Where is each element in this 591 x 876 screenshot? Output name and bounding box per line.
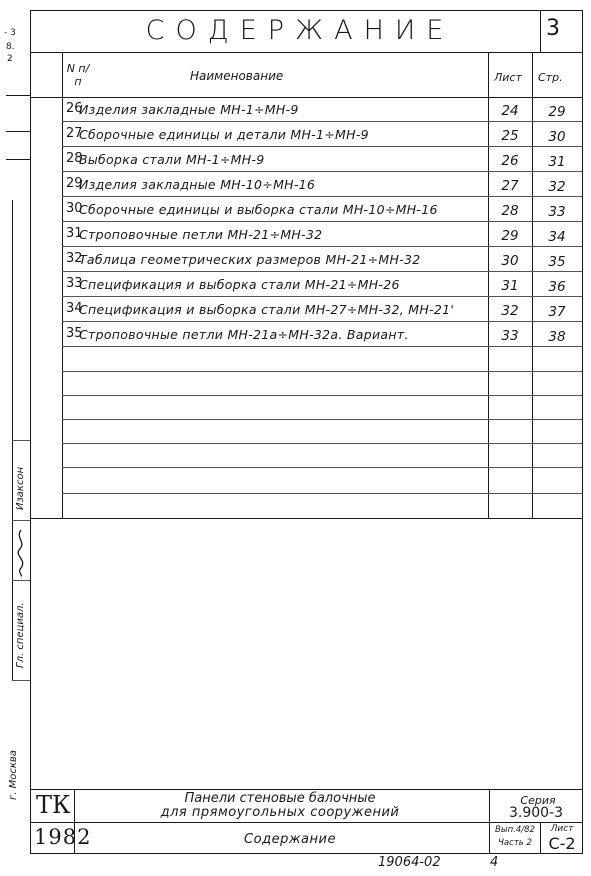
row-no: 28 — [66, 151, 83, 166]
col-header-name: Наименование — [190, 69, 284, 83]
binding-tick — [6, 159, 30, 160]
row-no: 34 — [66, 301, 83, 316]
stamp-part: Часть 2 — [498, 838, 532, 848]
stamp-sheet-value: С-2 — [548, 834, 576, 853]
row-line — [62, 395, 582, 396]
header-bottom-line — [30, 97, 583, 98]
row-sheet: 33 — [501, 328, 519, 344]
frame-left-border — [30, 10, 31, 853]
row-line — [62, 493, 582, 494]
row-sheet: 30 — [501, 253, 519, 269]
stamp-section: Содержание — [244, 832, 336, 847]
row-name: Спецификация и выборка стали МН-27÷МН-32, МН-21' — [79, 302, 455, 317]
row-page: 34 — [548, 229, 566, 245]
row-sheet: 24 — [501, 103, 519, 119]
row-page: 31 — [548, 154, 566, 170]
row-sheet: 32 — [501, 303, 519, 319]
col-header-sheet: Лист — [494, 71, 522, 84]
footer-inventory: 19064-02 — [378, 855, 441, 870]
row-line — [62, 467, 582, 468]
row-sheet: 29 — [501, 228, 519, 244]
stamp-series-label: Серия — [520, 794, 556, 807]
stamp-sheet-label: Лист — [550, 824, 574, 834]
stamp-top-line — [30, 789, 583, 790]
binding-cell-line — [12, 440, 30, 441]
row-sheet: 27 — [501, 178, 519, 194]
row-name: Изделия закладные МН-10÷МН-16 — [79, 177, 316, 192]
row-line — [62, 419, 582, 420]
row-page: 33 — [548, 204, 566, 220]
row-page: 36 — [548, 279, 566, 295]
stamp-org: ТК — [36, 791, 71, 819]
row-line — [62, 121, 582, 122]
row-page: 30 — [548, 129, 566, 145]
stamp-description-line1: Панели стеновые балочные — [184, 791, 376, 806]
binding-tick — [6, 95, 30, 96]
stamp-series-value: 3.900-3 — [508, 805, 564, 821]
signature-isaikson: Изаксон — [15, 466, 26, 510]
page-number: 3 — [546, 16, 560, 41]
row-sheet: 31 — [501, 278, 519, 294]
row-name: Выборка стали МН-1÷МН-9 — [79, 152, 265, 167]
row-line — [62, 196, 582, 197]
table-bottom-line — [30, 518, 583, 519]
stamp-mid-line — [30, 822, 583, 823]
row-page: 32 — [548, 179, 566, 195]
city-label: г. Москва — [8, 750, 19, 800]
row-line — [62, 221, 582, 222]
row-line — [62, 146, 582, 147]
signature-gl-spec: Гл. специал. — [15, 602, 26, 668]
stamp-sheet-divider — [540, 822, 541, 853]
row-name: Изделия закладные МН-1÷МН-9 — [79, 102, 299, 117]
footer-page: 4 — [490, 855, 499, 870]
row-line — [62, 246, 582, 247]
stamp-description-line2: для прямоугольных сооружений — [160, 805, 400, 820]
binding-cell-line — [12, 680, 30, 681]
col-header-no: N п/п — [66, 62, 90, 88]
signature-scribble-icon — [13, 528, 29, 578]
frame-top-border — [30, 10, 583, 11]
row-name: Строповочные петли МН-21а÷МН-32а. Вариант. — [79, 327, 409, 342]
corner-mark-top: - 3 — [4, 28, 16, 38]
col-header-page: Стр. — [538, 71, 563, 84]
row-no: 26 — [66, 101, 83, 116]
row-page: 35 — [548, 254, 566, 270]
row-name: Спецификация и выборка стали МН-21÷МН-26 — [79, 277, 400, 292]
row-page: 29 — [548, 104, 566, 120]
row-sheet: 25 — [501, 128, 519, 144]
row-line — [62, 296, 582, 297]
row-line — [62, 171, 582, 172]
row-name: Сборочные единицы и выборка стали МН-10÷МН-16 — [79, 202, 438, 217]
corner-mark-num: 2 — [7, 54, 13, 64]
row-name: Сборочные единицы и детали МН-1÷МН-9 — [79, 127, 369, 142]
page-title: СОДЕРЖАНИЕ — [145, 15, 455, 46]
row-line — [62, 346, 582, 347]
binding-cell-line — [12, 520, 30, 521]
frame-bottom-border — [30, 853, 583, 854]
row-line — [62, 371, 582, 372]
binding-tick — [6, 131, 30, 132]
row-no: 35 — [66, 326, 83, 341]
row-line — [62, 443, 582, 444]
row-no: 33 — [66, 276, 83, 291]
corner-mark-mid: 8. — [6, 42, 15, 52]
row-name: Таблица геометрических размеров МН-21÷МН-32 — [79, 252, 421, 267]
row-no: 30 — [66, 201, 83, 216]
binding-cell-line — [12, 580, 30, 581]
row-no: 31 — [66, 226, 83, 241]
row-no: 29 — [66, 176, 83, 191]
row-no: 27 — [66, 126, 83, 141]
page-box-divider — [540, 10, 541, 52]
row-page: 37 — [548, 304, 566, 320]
frame-right-border — [582, 10, 583, 853]
row-no: 32 — [66, 251, 83, 266]
title-band-bottom — [30, 52, 583, 53]
row-line — [62, 271, 582, 272]
row-sheet: 26 — [501, 153, 519, 169]
row-page: 38 — [548, 329, 566, 345]
row-line — [62, 321, 582, 322]
row-sheet: 28 — [501, 203, 519, 219]
stamp-issue: Вып.4/82 — [495, 825, 535, 835]
row-name: Строповочные петли МН-21÷МН-32 — [79, 227, 323, 242]
stamp-year: 1982 — [34, 825, 92, 849]
